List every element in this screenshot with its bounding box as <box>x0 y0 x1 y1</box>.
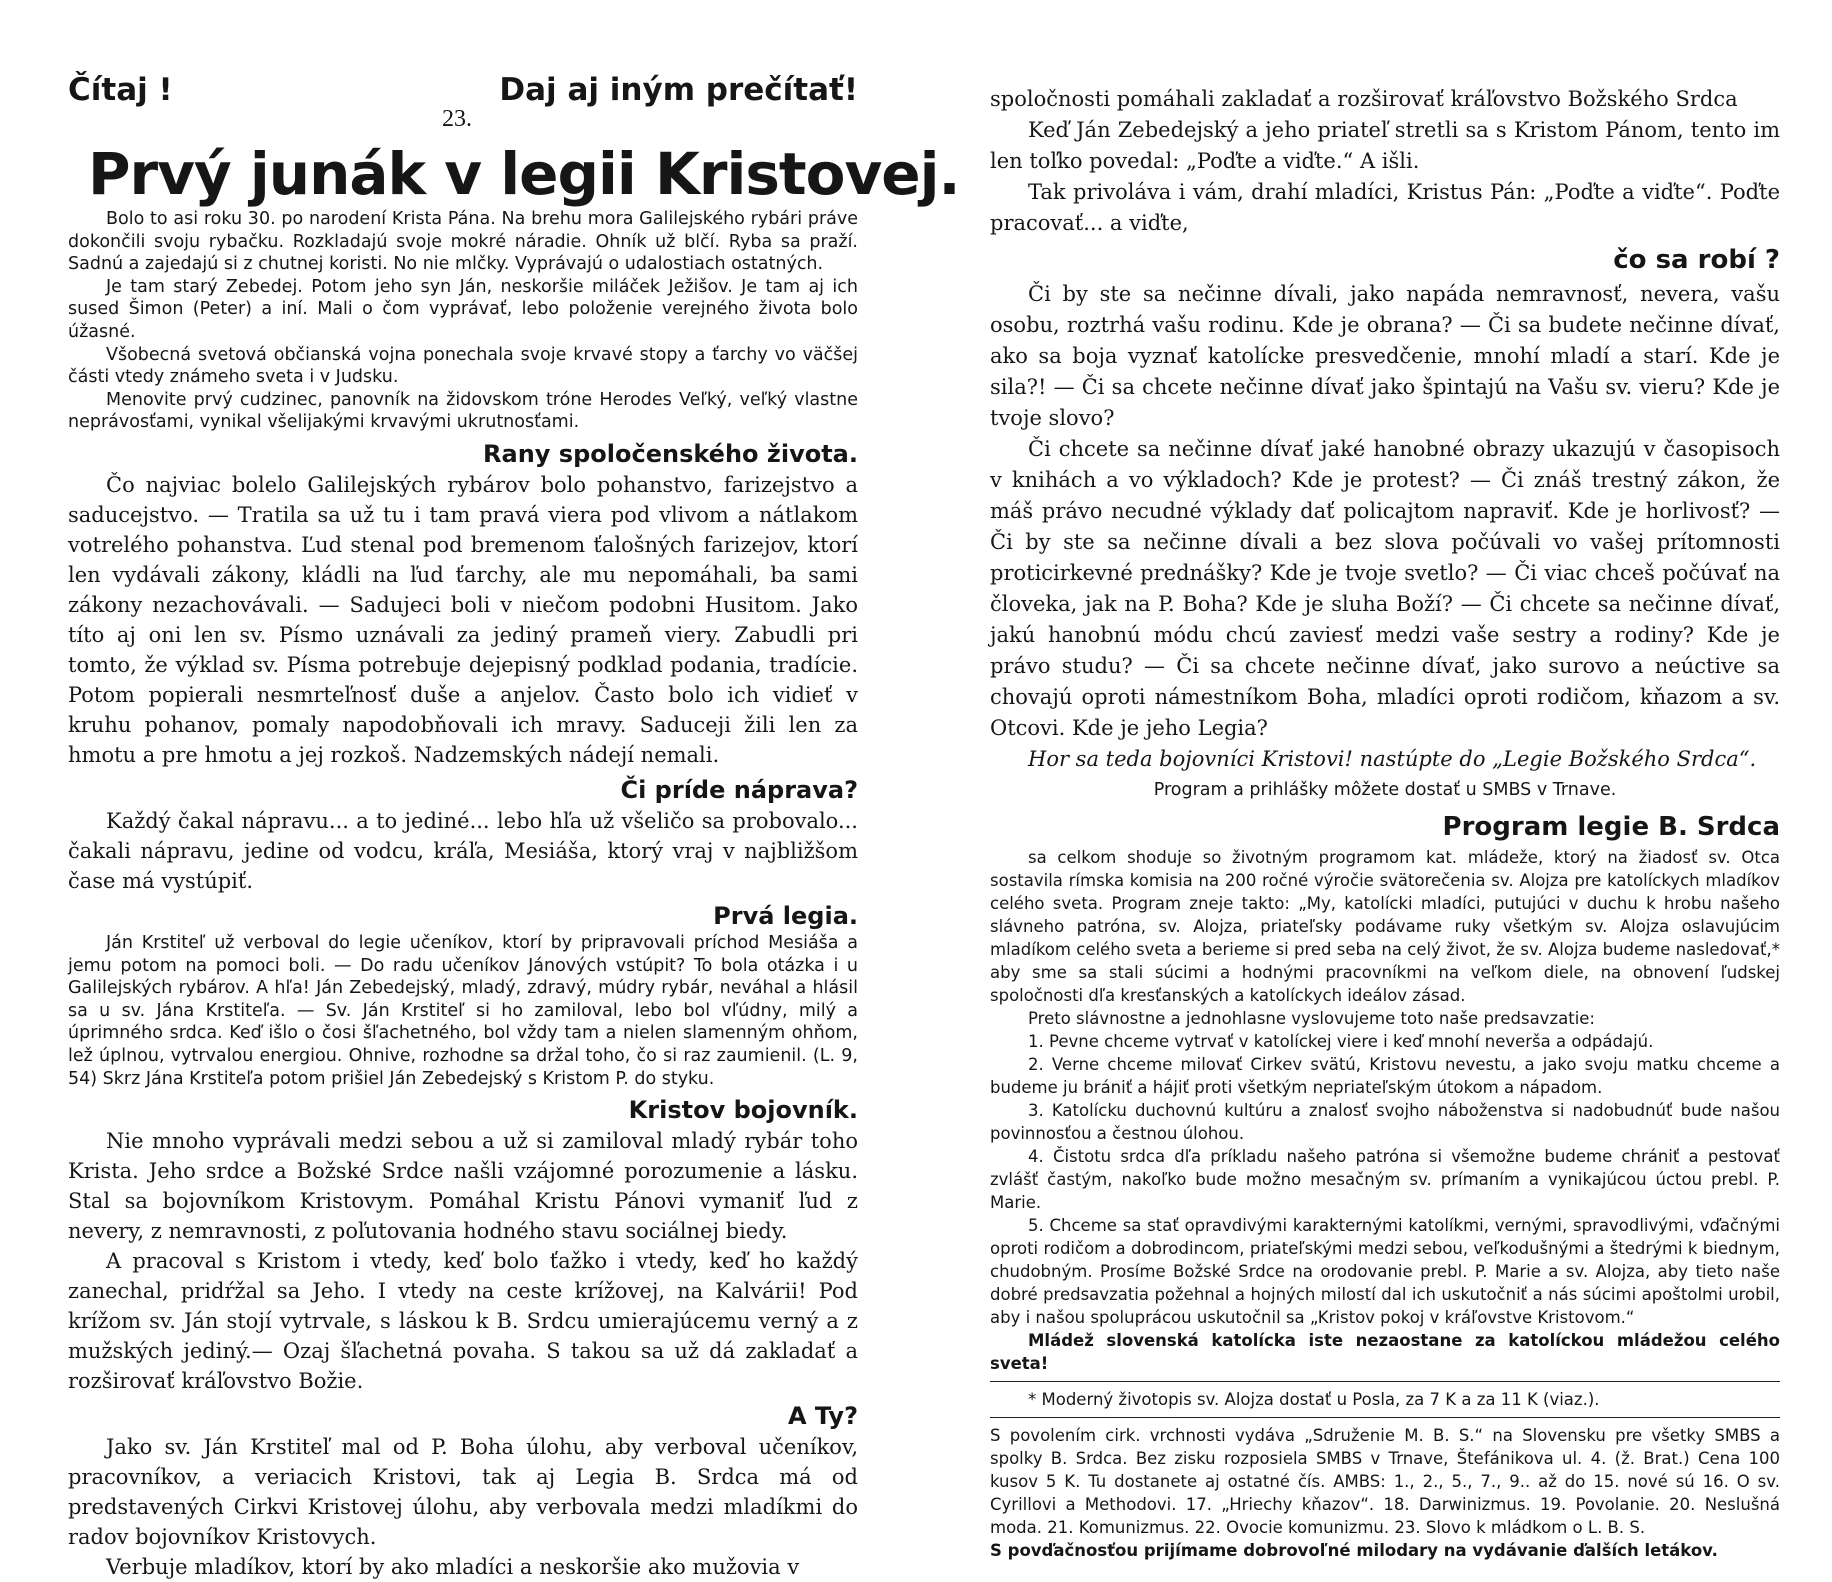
section-paragraph: Každý čakal nápravu... a to jediné... lebo hľa už všeličo sa probovalo... čakali nápravu, jedine od vodcu, kráľa, Mesiáša, ktorý vraj v najbližšom čase má vystúpiť. <box>68 808 858 893</box>
resolution-item: 1. Pevne chceme vytrvať v katolíckej viere i keď mnohí neverša a odpádajú. <box>1028 1031 1654 1051</box>
section-heading: A Ty? <box>787 1402 858 1431</box>
section-paragraph: Či by ste sa nečinne dívali, jako napáda nemravnosť, nevera, vašu osobu, roztrhá vašu rodinu. Kde je obrana? — Či sa budete nečinne dívať, ako sa boja vyznať katolícke presvedčenie, mnohí mladí a starí. Kde je sila?! — Či sa chcete nečinne dívať jako špintajú na Vašu sv. vieru? Kde je tvoje slovo? <box>990 282 1780 430</box>
section-paragraph: Čo najviac bolelo Galilejských rybárov bolo pohanstvo, farizejstvo a saducejstvo. — Tratila sa už tu i tam pravá viera pod vlivom a nátlakom votrelého pohanstva. Ľud stenal pod bremenom ťalošných farizejov, ktorí len vydávali zákony, kládli na ľud ťarchy, ale mu nepomáhali, ba sami zákony nezachovávali. — Sadujeci boli v niečom podobni Husitom. Jako títo aj oni len sv. Písmo uznávali za jediný prameň viery. Zabudli pri tomto, že výklad sv. Písma potrebuje dejepisný podklad podania, tradície. Potom popierali nesmrteľnosť duše a anjelov. Často bolo ich vidieť v kruhu pohanov, pomaly napodobňovali ich mravy. Saduceji žili len za hmotu a pre hmotu a jej rozkoš. Nadzemských nádejí nemali. <box>68 472 858 767</box>
section-heading: čo sa robí ? <box>1613 245 1780 275</box>
continued-paragraph: spoločnosti pomáhali zakladať a rozširovať kráľovstvo Božského Srdca <box>990 87 1738 111</box>
resolution-item: 3. Katolícku duchovnú kultúru a znalosť svojho náboženstva si nadobudnúť bude našou povinnosťou a čestnou úlohou. <box>990 1100 1780 1143</box>
intro-paragraph: Všobecná svetová občianská vojna ponechala svoje krvavé stopy a ťarchy vo väčšej části vtedy známeho sveta i v Judsku. <box>68 344 858 388</box>
intro-paragraph: Menovite prvý cudzinec, panovník na židovskom tróne Herodes Veľký, veľký vlastne neprávosťami, vynikal všelijakými krvavými ukrutnosťami. <box>68 389 858 433</box>
closing-statement: Mládež slovenská katolícka iste nezaostane za katolíckou mládežou celého sveta! <box>990 1330 1780 1373</box>
section-paragraph: Ján Krstiteľ už verboval do legie učeníkov, ktorí by pripravovali príchod Mesiáša a jemu potom na pomoci boli. — Do radu učeníkov Jánových vstúpit? To bola otázka i u Galilejských rybárov. A hľa! Ján Zebedejský, mladý, zdravý, múdry rybár, neváhal a hlásil sa u sv. Jána Krstiteľa. — Sv. Ján Krstiteľ si ho zamiloval, lebo bol vľúdny, milý a úprimného srdca. Keď išlo o čosi šľachetného, bol vždy tam a nielen slamenným ohňom, lež úplnou, vytrvalou energiou. Ohnive, rozhodne sa držal toho, čo si raz zaumienil. (L. 9, 54) Skrz Jána Krstiteľa potom prišiel Ján Zebedejský s Kristom P. do styku. <box>68 932 858 1089</box>
thanks-note: S povďačnosťou prijímame dobrovoľné milodary na vydávanie ďalších letákov. <box>990 1540 1718 1560</box>
section-heading: Rany spoločenského života. <box>483 439 858 468</box>
right-body <box>990 84 1780 1562</box>
resolve-intro: Preto slávnostne a jednohlasne vyslovujeme toto naše predsavzatie: <box>1028 1008 1595 1028</box>
divider <box>990 1381 1780 1382</box>
issue-number: 23. <box>442 106 472 132</box>
section-heading: Prvá legia. <box>713 901 858 930</box>
right-page <box>990 0 1780 1560</box>
intro-paragraph: Je tam starý Zebedej. Potom jeho syn Ján, neskoršie miláček Ježišov. Je tam aj ich sused Šimon (Peter) a iní. Mali o čom vyprávať, lebo položenie verejného života bolo úžasné. <box>68 276 858 342</box>
call-to-action: Hor sa teda bojovníci Kristovi! nastúpte do „Legie Božského Srdca“. <box>1028 747 1757 771</box>
paragraph: Keď Ján Zebedejský a jeho priateľ stretli sa s Kristom Pánom, tento im len toľko povedal: „Poďte a viďte.“ A išli. <box>990 118 1780 173</box>
program-note: Program a prihlášky môžete dostať u SMBS v Trnave. <box>1153 780 1617 800</box>
divider <box>990 1417 1780 1418</box>
footnote: * Moderný životopis sv. Alojza dostať u Posla, za 7 K a za 11 K (viaz.). <box>1028 1389 1600 1409</box>
header-read: Čítaj ! <box>68 72 173 108</box>
section-paragraph: Verbuje mladíkov, ktorí by ako mladíci a neskoršie ako mužovia v <box>106 1555 800 1580</box>
left-page <box>68 0 960 1580</box>
paragraph: Tak privoláva i vám, drahí mladíci, Kristus Pán: „Poďte a viďte“. Poďte pracovať... a viďte, <box>990 180 1780 235</box>
imprint: S povolením cirk. vrchnosti vydáva „Sdruženie M. B. S.“ na Slovensku pre všetky SMBS a spolky B. Srdca. Bez zisku rozposiela SMBS v Trnave, Štefánikova ul. 4. (ž. Brat.) Cena 100 kusov 5 K. Tu dostanete aj ostatné čís. AMBS: 1., 2., 5., 7., 9.. až do 15. nové sú 16. O sv. Cyrillovi a Methodovi. 17. „Hriechy kňazov“. 18. Darwinizmus. 19. Povolanie. 20. Neslušná moda. 21. Komunizmus. 22. Ovocie komunizmu. 23. Slovo k mládkom o L. B. S. <box>990 1425 1780 1537</box>
masthead <box>68 72 858 132</box>
program-intro: sa celkom shoduje so životným programom kat. mládeže, ktorý na žiadosť sv. Otca sostavila rímska komisia na 200 ročné výročie svätorečenia sv. Alojza pre katolíckych mladíkov celého sveta. Program zneje takto: „My, katolícki mladíci, putujúci v duchu k hrobu našeho slávneho patróna, sv. Alojza, priateľsky podávame ruky všetkým sv. Alojza oslavujúcim mladíkom celého sveta a berieme si pred seba na celý život, že sv. Alojza budeme nasledovať,* aby sme sa stali súcimi a hodnými pracovníkmi na veľkom diele, na obnovení ľudskej spoločnosti dľa kresťanských a katolíckych ideálov zásad. <box>990 847 1780 1005</box>
article-body <box>68 208 858 1582</box>
section-paragraph: Jako sv. Ján Krstiteľ mal od P. Boha úlohu, aby verboval učeníkov, pracovníkov, a veriacich Kristovi, tak aj Legia B. Srdca má od predstavených Cirkvi Kristovej úlohu, aby verbovala medzi mladíkmi do radov bojovníkov Kristovych. <box>68 1435 858 1550</box>
section-heading: Kristov bojovník. <box>628 1096 858 1125</box>
section-paragraph: A pracoval s Kristom i vtedy, keď bolo ťažko i vtedy, keď ho každý zanechal, pridŕžal sa Jeho. I vtedy na ceste krížovej, na Kalvárii! Pod krížom sv. Ján stojí vytrvale, s láskou k B. Srdcu umierajúcemu verný a z mužských jediný.— Ozaj šľachetná povaha. S takou sa už dá zakladať a rozširovať kráľovstvo Božie. <box>68 1249 858 1394</box>
resolution-item: 2. Verne chceme milovať Cirkev svätú, Kristovu nevestu, a jako svoju matku chceme a budeme ju brániť a hájiť proti všetkým nepriateľským útokom a nápadom. <box>990 1054 1780 1097</box>
resolution-item: 4. Čistotu srdca dľa príkladu našeho patróna si všemožne budeme chrániť a pestovať zvlášť častým, nakoľko bude možno mesačným sv. prímaním a vynikajúcou úctou prebl. P. Marie. <box>990 1146 1780 1212</box>
section-paragraph: Či chcete sa nečinne dívať jaké hanobné obrazy ukazujú v časopisoch v knihách a vo výkladoch? Kde je protest? — Či znáš trestný zákon, že máš právo necudné výklady dať policajtom napraviť. Kde je horlivosť? — Či by ste sa nečinne dívali a bez slova počúvali vo vašej prítomnosti proticirkevné prednášky? Kde je tvoje svetlo? — Či viac chceš počúvať na človeka, jak na P. Boha? Kde je sluha Boží? — Či chcete sa nečinne dívať, jakú hanobnú módu chcú zaviesť medzi vaše sestry a rodiny? Kde je právo studu? — Či sa chcete nečinne dívať, jako surovo a neúctive sa chovajú oproti námestníkom Boha, mladíci oproti rodičom, kňazom a sv. Otcovi. Kde je jeho Legia? <box>990 437 1780 740</box>
section-paragraph: Nie mnoho vyprávali medzi sebou a už si zamiloval mladý rybár toho Krista. Jeho srdce a Božské Srdce našli vzájomné porozumenie a lásku. Stal sa bojovníkom Kristovym. Pomáhal Kristu Pánovi vymaniť ľud z nevery, z nemravnosti, z poľutovania hodného stavu sociálnej biedy. <box>68 1129 858 1244</box>
intro-paragraph: Bolo to asi roku 30. po narodení Krista Pána. Na brehu mora Galilejského rybári práve dokončili svoju rybačku. Rozkladajú svoje mokré náradie. Ohník už blčí. Ryba sa praží. Sadnú a zajedajú si z chutnej koristi. No nie mlčky. Vyprávajú o udalostiach ostatných. <box>68 209 858 275</box>
header-share: Daj aj iným prečítať! <box>499 72 858 108</box>
section-heading: Či príde náprava? <box>620 775 858 804</box>
program-heading: Program legie B. Srdca <box>1442 811 1780 842</box>
resolution-item: 5. Chceme sa stať opravdivými karakternými katolíkmi, vernými, spravodlivými, vďačnými oproti rodičom a dobrodincom, priateľskými medzi sebou, veľkodušnými a štedrými k biednym, chudobným. Prosíme Božské Srdce na orodovanie prebl. P. Marie a sv. Alojza, aby tieto naše dobré predsavzatia požehnal a hojných milostí dal ich uskutočniť a nás súcimi apoštolmi urobil, aby i našou spoluprácou uskutočnil sa „Kristov pokoj v kráľovstve Kristovom.“ <box>990 1215 1780 1327</box>
page-title: Prvý junák v legii Kristovej. <box>88 140 960 208</box>
